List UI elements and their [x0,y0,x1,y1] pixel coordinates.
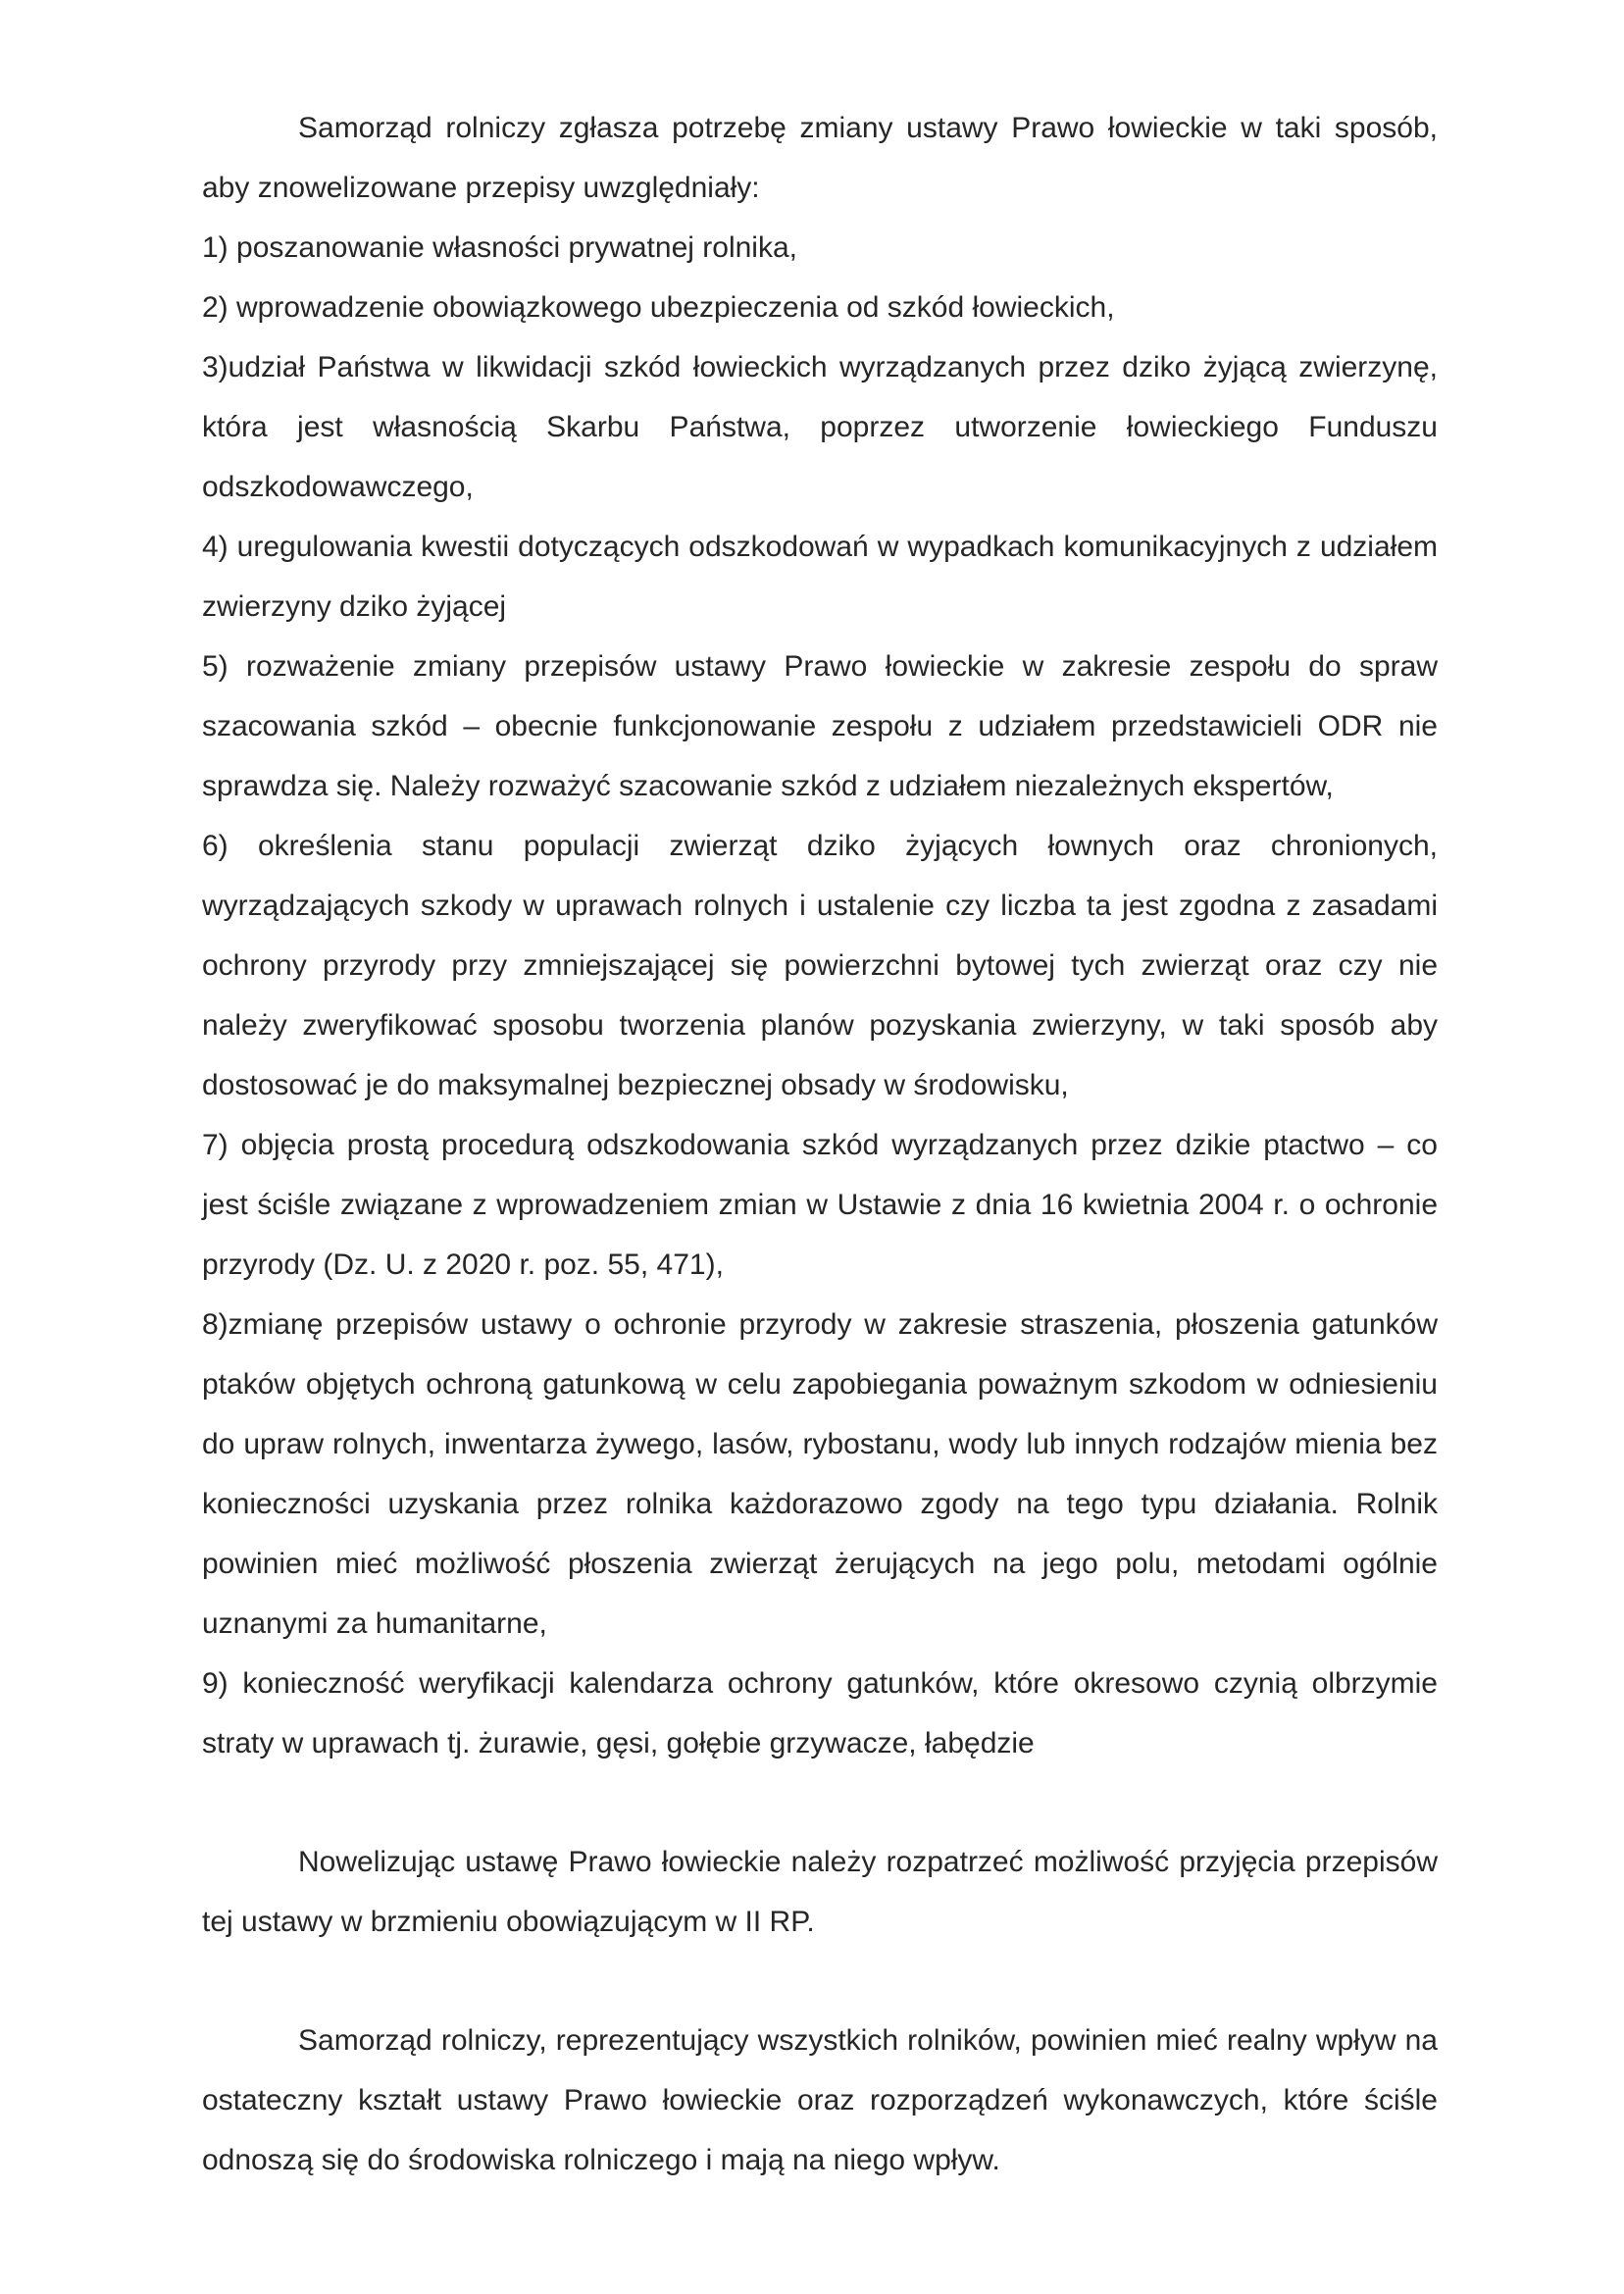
list-item: 5) rozważenie zmiany przepisów ustawy Prawo łowieckie w zakresie zespołu do spraw szacowania szkód – obecnie funkcjonowanie zespołu z udziałem przedstawicieli ODR nie sprawdza się. Należy rozważyć szacowanie szkód z udziałem niezależnych ekspertów, [202,650,1438,802]
intro-paragraph: Samorząd rolniczy zgłasza potrzebę zmiany ustawy Prawo łowieckie w taki sposób, aby znowelizowane przepisy uwzględniały: [202,112,1438,204]
list-item: 7) objęcia prostą procedurą odszkodowania szkód wyrządzanych przez dzikie ptactwo – co jest ściśle związane z wprowadzeniem zmian w Ustawie z dnia 16 kwietnia 2004 r. o ochronie przyrody (Dz. U. z 2020 r. poz. 55, 471), [202,1129,1438,1281]
amendment-paragraph: Nowelizując ustawę Prawo łowieckie należy rozpatrzeć możliwość przyjęcia przepisów tej ustawy w brzmieniu obowiązującym w II RP. [202,1846,1438,1938]
postulates-list [202,218,1438,1773]
list-item: 8)zmianę przepisów ustawy o ochronie przyrody w zakresie straszenia, płoszenia gatunków ptaków objętych ochroną gatunkową w celu zapobiegania poważnym szkodom w odniesieniu do upraw rolnych, inwentarza żywego, lasów, rybostanu, wody lub innych rodzajów mienia bez konieczności uzyskania przez rolnika każdorazowo zgody na tego typu działania. Rolnik powinien mieć możliwość płoszenia zwierząt żerujących na jego polu, metodami ogólnie uznanymi za humanitarne, [202,1308,1438,1640]
list-item: 1) poszanowanie własności prywatnej rolnika, [202,231,797,264]
document-page [202,98,1438,2190]
list-item: 6) określenia stanu populacji zwierząt dziko żyjących łownych oraz chronionych, wyrządzających szkody w uprawach rolnych i ustalenie czy liczba ta jest zgodna z zasadami ochrony przyrody przy zmniejszającej się powierzchni bytowej tych zwierząt oraz czy nie należy zweryfikować sposobu tworzenia planów pozyskania zwierzyny, w taki sposób aby dostosować je do maksymalnej bezpiecznej obsady w środowisku, [202,830,1438,1101]
list-item: 2) wprowadzenie obowiązkowego ubezpieczenia od szkód łowieckich, [202,291,1115,324]
list-item: 9) konieczność weryfikacji kalendarza ochrony gatunków, które okresowo czynią olbrzymie straty w uprawach tj. żurawie, gęsi, gołębie grzywacze, łabędzie [202,1667,1438,1759]
paragraph-spacer [202,1773,1438,1832]
list-item: 3)udział Państwa w likwidacji szkód łowieckich wyrządzanych przez dziko żyjącą zwierzynę, która jest własnością Skarbu Państwa, poprzez utworzenie łowieckiego Funduszu odszkodowawczego, [202,351,1438,503]
closing-paragraph: Samorząd rolniczy, reprezentujący wszystkich rolników, powinien mieć realny wpływ na ostateczny kształt ustawy Prawo łowieckie oraz rozporządzeń wykonawczych, które ściśle odnoszą się do środowiska rolniczego i mają na niego wpływ. [202,2024,1438,2176]
paragraph-spacer [202,1952,1438,2011]
list-item: 4) uregulowania kwestii dotyczących odszkodowań w wypadkach komunikacyjnych z udziałem zwierzyny dziko żyjącej [202,531,1438,623]
